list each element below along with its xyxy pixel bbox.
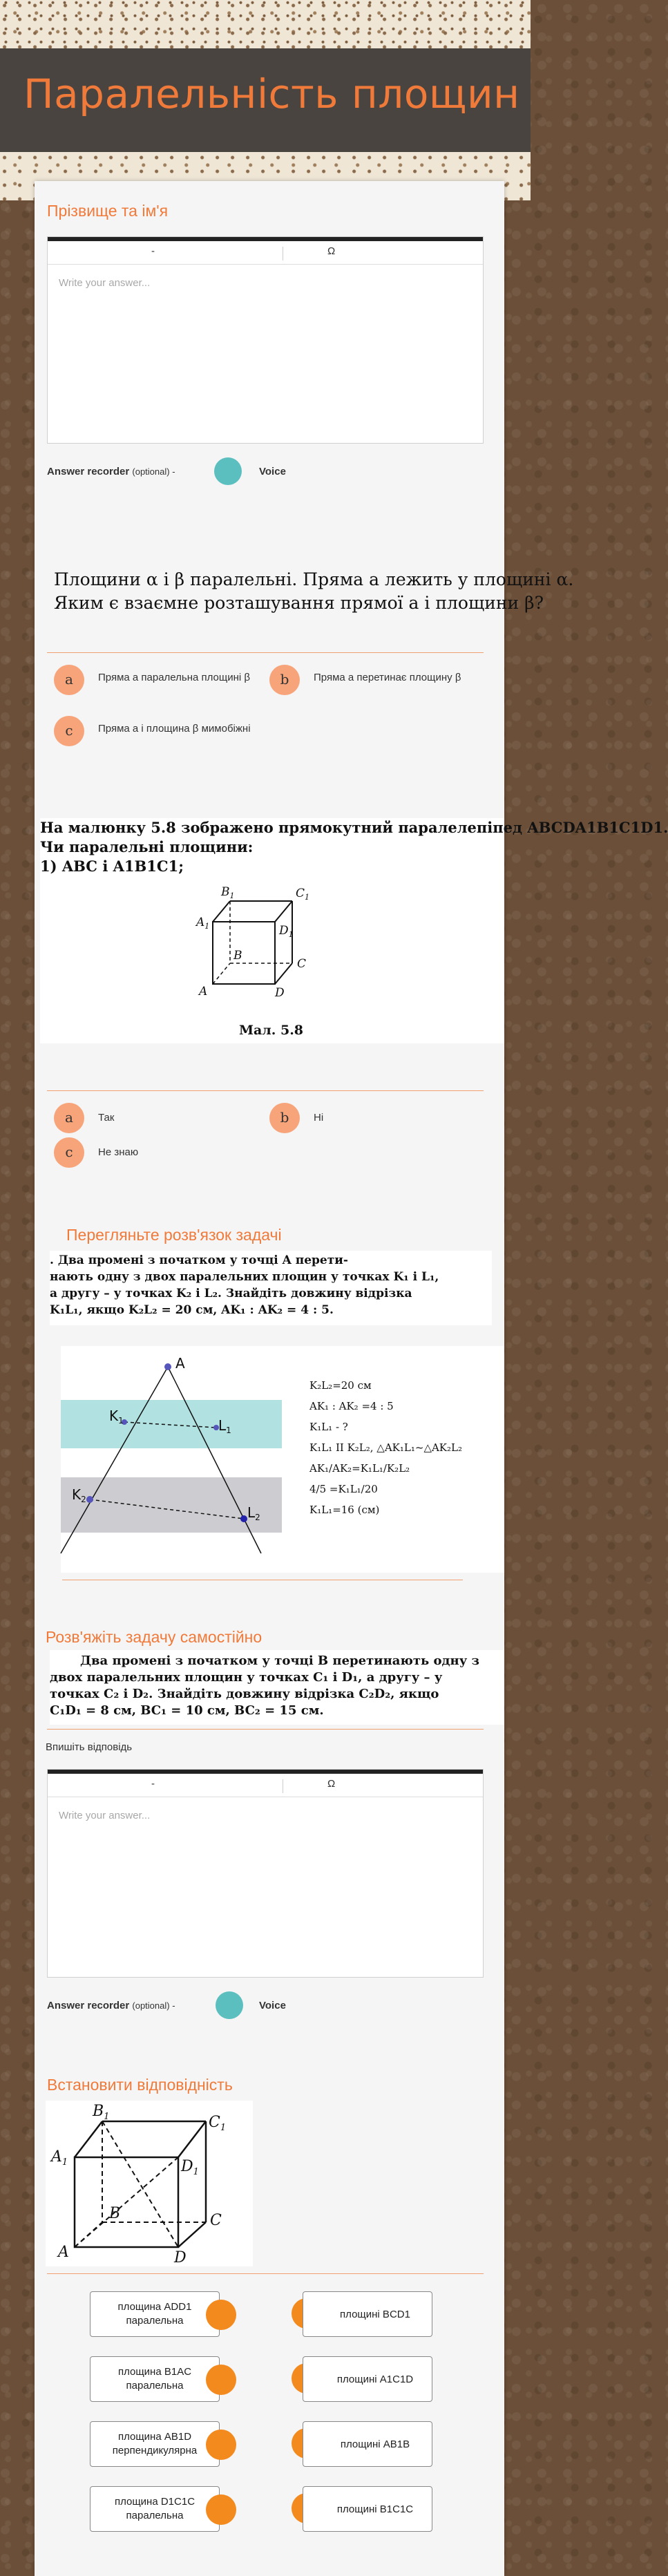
solution-step: K₁L₁ - ? xyxy=(309,1421,348,1433)
match-left-item[interactable]: площина ADD1 паралельна xyxy=(90,2291,220,2337)
answer-label: Впишіть відповідь xyxy=(46,1741,133,1753)
figure-caption: Мал. 5.8 xyxy=(239,1023,304,1038)
solution-step: K₁L₁=16 (см) xyxy=(309,1504,380,1516)
match-connector[interactable] xyxy=(206,2494,236,2525)
solution-step: K₂L₂=20 см xyxy=(309,1379,372,1392)
self-task-line2: двох паралельних площин у точках C₁ і D₁, а другу – у xyxy=(50,1670,443,1685)
solution-step: AK₁/AK₂=K₁L₁/K₂L₂ xyxy=(309,1462,410,1475)
vertex-label: $C_1$ xyxy=(209,2114,227,2133)
q1-option-c[interactable]: Пряма а і площина β мимобіжні xyxy=(98,723,251,735)
match-connector[interactable] xyxy=(206,2300,236,2330)
point-label: $K_1$ xyxy=(109,1408,124,1426)
recorder-optional: (optional) - xyxy=(132,466,175,477)
problem-line4: K₁L₁, якщо K₂L₂ = 20 см, AK₁ : AK₂ = 4 : 5. xyxy=(50,1303,334,1317)
name-heading: Прізвище та ім'я xyxy=(47,202,169,220)
q1-option-a[interactable]: Пряма а паралельна площині β xyxy=(98,672,251,683)
q1-option-c-marker[interactable]: c xyxy=(54,716,84,746)
planes-diagram xyxy=(61,1346,296,1573)
divider xyxy=(47,652,484,653)
solution-problem xyxy=(50,1251,492,1325)
vertex-label: $D_1$ xyxy=(279,924,294,939)
match-right-item[interactable]: площині B1C1C xyxy=(303,2486,432,2532)
point-label: $K_2$ xyxy=(72,1486,86,1504)
divider xyxy=(47,2273,484,2274)
solution-step: K₁L₁ II K₂L₂, △AK₁L₁~△AK₂L₂ xyxy=(309,1441,463,1454)
solution-heading: Перегляньте розв'язок задачі xyxy=(66,1226,282,1244)
vertex-label: C xyxy=(210,2212,222,2229)
format-dropdown[interactable]: - xyxy=(151,245,155,257)
recorder-text: Answer recorder xyxy=(47,2000,130,2011)
problem-line3: а другу – у точках K₂ і L₂. Знайдіть довжину відрізка xyxy=(50,1287,412,1300)
point-label: $L_2$ xyxy=(247,1504,260,1522)
voice-label: Voice xyxy=(259,2000,286,2011)
q1-option-a-marker[interactable]: a xyxy=(54,665,84,695)
header-pattern xyxy=(0,0,531,48)
question2-line2: Чи паралельні площини: xyxy=(40,838,254,855)
answer-recorder-label xyxy=(47,466,175,477)
self-task-line3: точках C₂ і D₂. Знайдіть довжину відрізка C₂D₂, якщо xyxy=(50,1687,439,1701)
solution-step: AK₁ : AK₂ =4 : 5 xyxy=(309,1400,394,1412)
title-banner xyxy=(0,48,531,152)
vertex-label: A xyxy=(58,2244,69,2261)
recorder-optional: (optional) - xyxy=(132,2000,175,2011)
answer-placeholder: Write your answer... xyxy=(59,1810,151,1821)
editor-toolbar xyxy=(48,1770,483,1797)
vertex-label: $A_1$ xyxy=(196,916,210,931)
voice-record-button[interactable] xyxy=(214,457,242,485)
question2-line1: На малюнку 5.8 зображено прямокутний паралелепіпед ABCDA1B1C1D1. xyxy=(40,819,668,836)
self-task-heading: Розв'яжіть задачу самостійно xyxy=(46,1628,263,1646)
question1-line1: Площини α і β паралельні. Пряма a лежить у площині α. xyxy=(54,569,574,589)
solution-diagram-box xyxy=(61,1346,504,1573)
vertex-label: C xyxy=(297,957,307,971)
q2-option-b[interactable]: Ні xyxy=(314,1112,324,1124)
editor-toolbar xyxy=(48,237,483,265)
match-left-item[interactable]: площина B1AC паралельна xyxy=(90,2356,220,2402)
problem-line1: . Два промені з початком у точці A перети- xyxy=(50,1253,348,1267)
answer-recorder-label xyxy=(47,2000,175,2011)
vertex-label: A xyxy=(199,985,208,998)
q2-option-a-marker[interactable]: a xyxy=(54,1103,84,1133)
q1-option-b-marker[interactable]: b xyxy=(269,665,300,695)
name-answer-editor[interactable] xyxy=(47,236,484,444)
q2-option-b-marker[interactable]: b xyxy=(269,1103,300,1133)
divider xyxy=(47,1090,484,1091)
problem-line2: нають одну з двох паралельних площин у точках K₁ і L₁, xyxy=(50,1270,439,1284)
vertex-label: B xyxy=(233,949,242,963)
voice-label: Voice xyxy=(259,466,286,477)
question2-line3: 1) ABC і A1B1C1; xyxy=(40,858,184,875)
q1-option-b[interactable]: Пряма а перетинає площину β xyxy=(314,672,461,683)
worksheet-panel xyxy=(35,181,668,2576)
omega-icon[interactable]: Ω xyxy=(327,245,336,257)
solution-steps xyxy=(309,1375,462,1520)
matching-diagram-box xyxy=(46,2101,253,2266)
parallelepiped-diagram xyxy=(46,2101,253,2266)
q2-option-c-marker[interactable]: c xyxy=(54,1137,84,1168)
vertex-label: D xyxy=(174,2249,187,2266)
match-left-item[interactable]: площина AB1D перпендикулярна xyxy=(90,2421,220,2467)
omega-icon[interactable]: Ω xyxy=(327,1778,336,1790)
page-title: Паралельність площин xyxy=(23,70,520,117)
format-dropdown[interactable]: - xyxy=(151,1778,155,1790)
vertex-label: $B_1$ xyxy=(93,2103,110,2122)
voice-record-button[interactable] xyxy=(216,1991,243,2019)
question1-text xyxy=(54,568,573,615)
vertex-label: $D_1$ xyxy=(181,2158,199,2177)
answer-placeholder: Write your answer... xyxy=(59,277,151,289)
self-task-line1: Два промені з початком у точці B перетинають одну з xyxy=(80,1654,479,1668)
vertex-label: D xyxy=(275,986,285,1000)
match-right-item[interactable]: площині AB1B xyxy=(303,2421,432,2467)
recorder-text: Answer recorder xyxy=(47,466,130,477)
match-right-item[interactable]: площині A1C1D xyxy=(303,2356,432,2402)
self-task-answer-editor[interactable] xyxy=(47,1769,484,1978)
vertex-label: $B_1$ xyxy=(221,885,235,900)
match-left-item[interactable]: площина D1C1C паралельна xyxy=(90,2486,220,2532)
match-connector[interactable] xyxy=(206,2430,236,2460)
match-right-item[interactable]: площині BCD1 xyxy=(303,2291,432,2337)
vertex-label: $C_1$ xyxy=(296,887,310,902)
self-task-problem xyxy=(50,1650,504,1725)
self-task-line4: C₁D₁ = 8 см, BC₁ = 10 см, BC₂ = 15 см. xyxy=(50,1703,324,1718)
vertex-label: $A_1$ xyxy=(51,2148,68,2168)
question1-line2: Яким є взаємне розташування прямої a і площини β? xyxy=(54,593,544,613)
divider xyxy=(47,1729,484,1730)
q2-option-c[interactable]: Не знаю xyxy=(98,1146,139,1158)
point-label: A xyxy=(175,1355,185,1372)
question2-image xyxy=(40,818,668,1043)
vertex-label: B xyxy=(109,2205,121,2222)
point-label: $L_1$ xyxy=(218,1417,231,1435)
solution-step: 4/5 =K₁L₁/20 xyxy=(309,1483,378,1495)
matching-heading: Встановити відповідність xyxy=(47,2076,233,2094)
q2-option-a[interactable]: Так xyxy=(98,1112,115,1124)
parallelepiped-diagram xyxy=(178,880,330,1019)
match-connector[interactable] xyxy=(206,2365,236,2395)
